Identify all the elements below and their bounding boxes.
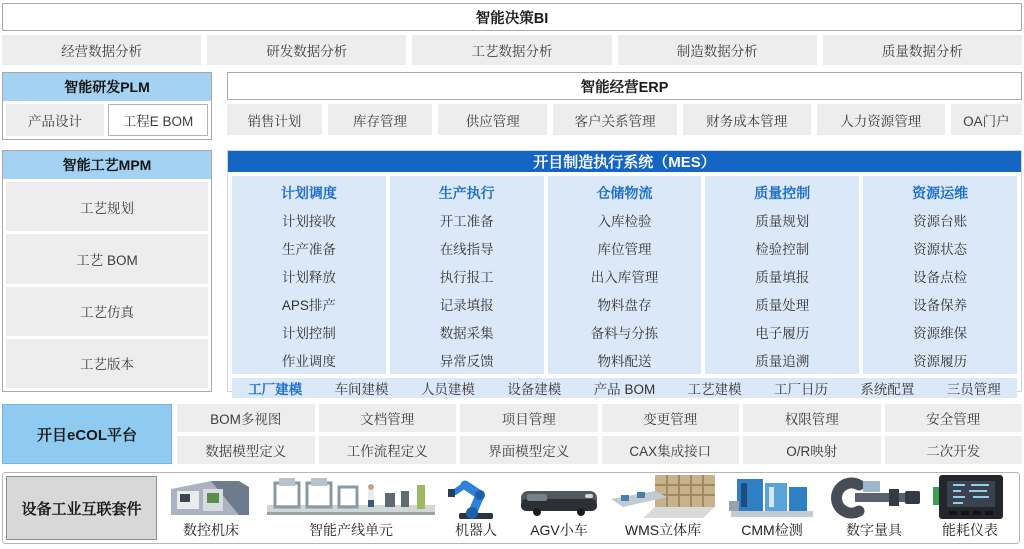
- mpm-item: 工艺规划: [6, 182, 208, 231]
- mpm-items-column: [3, 179, 211, 391]
- equipment-item-label: 智能产线单元: [309, 522, 393, 538]
- equipment-item: [723, 476, 821, 540]
- equipment-item: [825, 476, 923, 540]
- mes-item: 质量追溯: [755, 354, 810, 369]
- plm-section-title: 智能研发PLM: [3, 73, 211, 101]
- equipment-item: [927, 476, 1013, 540]
- erp-section-title: 智能经营ERP: [227, 72, 1022, 100]
- equipment-item: [607, 476, 719, 540]
- ecol-item: 数据模型定义: [177, 436, 315, 464]
- erp-item: 供应管理: [438, 104, 547, 135]
- mes-modeling-item: 工厂日历: [773, 382, 828, 397]
- erp-item: OA门户: [951, 104, 1022, 135]
- mes-modeling-item: 工艺建模: [687, 382, 742, 397]
- equipment-item-label: 能耗仪表: [942, 522, 998, 538]
- mes-column-header: 质量控制: [754, 184, 811, 201]
- bi-section-title: 智能决策BI: [2, 3, 1022, 31]
- mes-item: 计划控制: [281, 326, 336, 341]
- mes-item: 物料配送: [597, 354, 652, 369]
- erp-item: 财务成本管理: [683, 104, 811, 135]
- plm-item: 工程E BOM: [108, 104, 208, 136]
- power-meter-icon: [927, 473, 1013, 521]
- mes-item: 备料与分拣: [590, 326, 659, 341]
- mes-section: [227, 150, 1022, 397]
- equipment-item-label: 机器人: [455, 522, 497, 538]
- mes-item: APS排产: [281, 298, 336, 313]
- mes-column-header: 仓储物流: [596, 184, 653, 201]
- mes-modeling-item: 三员管理: [946, 382, 1001, 397]
- mes-item: 数据采集: [439, 326, 494, 341]
- mes-modeling-item: 工厂建模: [248, 382, 303, 397]
- mes-modeling-item: 人员建模: [420, 382, 475, 397]
- production-line-icon: [265, 475, 437, 521]
- bi-items-row: [2, 35, 1022, 65]
- equipment-item: [265, 476, 437, 540]
- mpm-section: [2, 150, 212, 392]
- ecol-item: 项目管理: [460, 404, 598, 432]
- mes-column-production-execution: [390, 176, 544, 374]
- bi-item: 研发数据分析: [207, 35, 406, 65]
- erp-item: 客户关系管理: [553, 104, 676, 135]
- plm-items-row: [3, 101, 211, 139]
- mes-item: 资源维保: [913, 326, 968, 341]
- erp-item: 销售计划: [227, 104, 322, 135]
- mes-item: 入库检验: [597, 214, 652, 229]
- mes-item: 记录填报: [439, 298, 494, 313]
- bi-item: 质量数据分析: [823, 35, 1022, 65]
- robot-arm-icon: [441, 473, 511, 521]
- mes-modeling-item: 车间建模: [334, 382, 389, 397]
- plm-item: 产品设计: [6, 104, 104, 136]
- equipment-item-label: CMM检测: [741, 522, 803, 538]
- ecol-section: [2, 404, 1022, 464]
- ecol-item: 工作流程定义: [319, 436, 457, 464]
- mes-column-header: 生产执行: [438, 184, 495, 201]
- mes-item: 计划接收: [281, 214, 336, 229]
- ecol-section-title: 开目eCOL平台: [2, 404, 172, 464]
- mes-item: 质量规划: [755, 214, 810, 229]
- mes-modeling-row: [232, 378, 1017, 398]
- mes-item: 资源台账: [913, 214, 968, 229]
- mes-modeling-item: 产品 BOM: [593, 382, 656, 397]
- ecol-item: BOM多视图: [177, 404, 315, 432]
- mes-column-plan-scheduling: [232, 176, 386, 374]
- mes-item: 在线指导: [439, 242, 494, 257]
- equipment-item-label: AGV小车: [530, 522, 588, 538]
- mes-modeling-item: 系统配置: [860, 382, 915, 397]
- mes-item: 资源履历: [913, 354, 968, 369]
- mes-modeling-item: 设备建模: [507, 382, 562, 397]
- equipment-item: [515, 476, 603, 540]
- mes-item: 资源状态: [913, 242, 968, 257]
- ecol-item: 文档管理: [319, 404, 457, 432]
- mes-item: 电子履历: [755, 326, 810, 341]
- plm-section: [2, 72, 212, 140]
- cnc-machine-icon: [161, 475, 261, 521]
- equipment-item: [161, 476, 261, 540]
- mes-item: 库位管理: [597, 242, 652, 257]
- mes-item: 开工准备: [439, 214, 494, 229]
- mes-item: 生产准备: [281, 242, 336, 257]
- erp-items-row: [227, 104, 1022, 135]
- agv-vehicle-icon: [515, 476, 603, 521]
- ecol-item: 界面模型定义: [460, 436, 598, 464]
- bi-item: 经营数据分析: [2, 35, 201, 65]
- mes-item: 执行报工: [439, 270, 494, 285]
- equipment-section-title: 设备工业互联套件: [6, 476, 157, 540]
- bi-item: 制造数据分析: [618, 35, 817, 65]
- ecol-item: 安全管理: [885, 404, 1023, 432]
- erp-section: [227, 72, 1022, 135]
- mes-item: 计划释放: [281, 270, 336, 285]
- mes-item: 作业调度: [281, 354, 336, 369]
- mes-section-title: 开目制造执行系统（MES）: [228, 151, 1021, 172]
- mes-item: 出入库管理: [590, 270, 659, 285]
- mpm-item: 工艺仿真: [6, 287, 208, 336]
- equipment-item-label: WMS立体库: [624, 522, 702, 538]
- micrometer-icon: [825, 475, 923, 521]
- ecol-item: CAX集成接口: [602, 436, 740, 464]
- equipment-section: [2, 472, 1020, 544]
- erp-item: 人力资源管理: [817, 104, 945, 135]
- mes-item: 质量填报: [755, 270, 810, 285]
- equipment-item-label: 数控机床: [183, 522, 239, 538]
- ecol-items-grid: [177, 404, 1022, 464]
- mpm-section-title: 智能工艺MPM: [3, 151, 211, 179]
- mes-column-warehouse-logistics: [548, 176, 702, 374]
- ecol-item: O/R映射: [743, 436, 881, 464]
- cmm-machine-icon: [723, 473, 821, 521]
- bi-item: 工艺数据分析: [412, 35, 611, 65]
- mes-item: 检验控制: [755, 242, 810, 257]
- mes-item: 异常反馈: [439, 354, 494, 369]
- mes-column-quality-control: [705, 176, 859, 374]
- ecol-item: 二次开发: [885, 436, 1023, 464]
- ecol-item: 权限管理: [743, 404, 881, 432]
- ecol-item: 变更管理: [602, 404, 740, 432]
- equipment-item: [441, 476, 511, 540]
- mes-item: 质量处理: [755, 298, 810, 313]
- bi-section: [2, 3, 1022, 65]
- warehouse-rack-icon: [607, 473, 719, 521]
- mes-item: 设备保养: [913, 298, 968, 313]
- mes-columns: [228, 172, 1021, 378]
- mes-item: 设备点检: [913, 270, 968, 285]
- mpm-item: 工艺 BOM: [6, 234, 208, 283]
- mpm-item: 工艺版本: [6, 339, 208, 388]
- mes-item: 物料盘存: [597, 298, 652, 313]
- mes-column-header: 资源运维: [912, 184, 969, 201]
- erp-item: 库存管理: [328, 104, 432, 135]
- mes-column-header: 计划调度: [280, 184, 337, 201]
- mes-column-resource-operations: [863, 176, 1017, 374]
- equipment-item-label: 数字量具: [846, 522, 902, 538]
